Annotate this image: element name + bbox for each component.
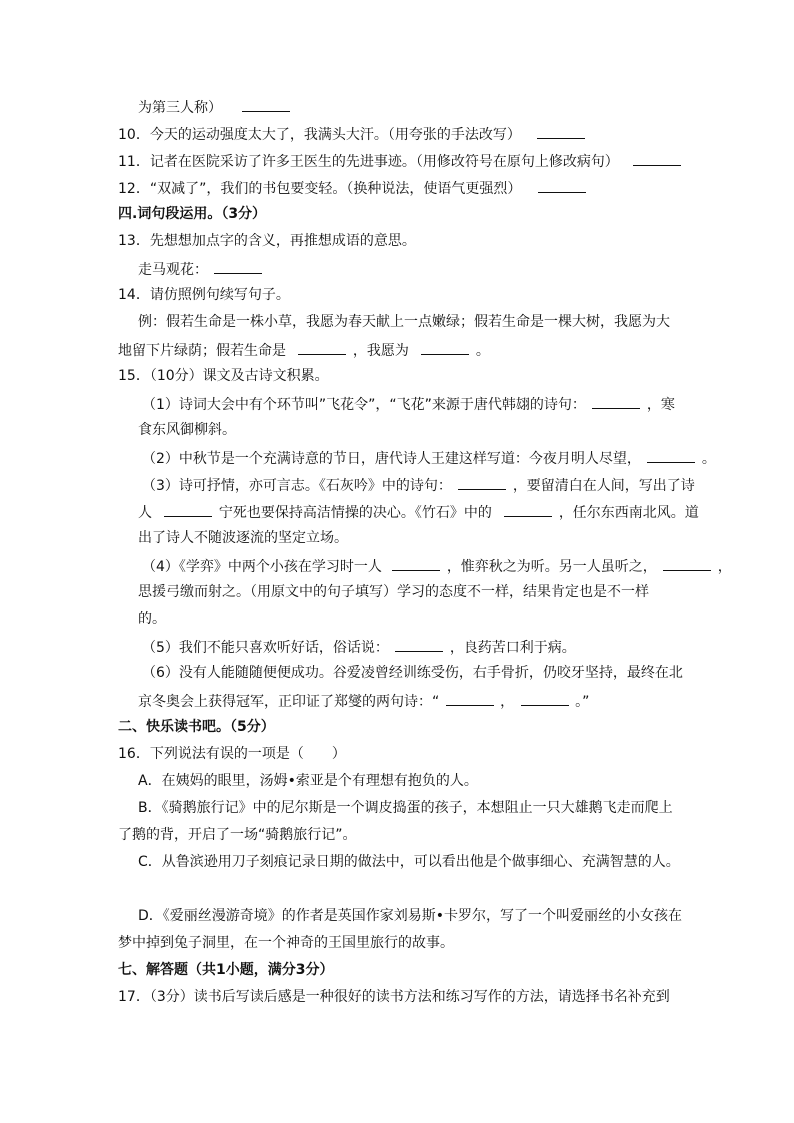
q15-4-text-c: ， bbox=[717, 559, 732, 575]
answer-blank[interactable] bbox=[298, 339, 346, 355]
q15-4-line3: 的。 bbox=[138, 611, 166, 627]
q15-6-line2 bbox=[138, 690, 589, 712]
q16-option-b-line1[interactable]: B．《骑鹅旅行记》中的尼尔斯是一个调皮捣蛋的孩子，本想阻止一只大雄鹅飞走而爬上 bbox=[138, 800, 673, 816]
question-17: 17．（3分）读书后写读后感是一种很好的读书方法和练习写作的方法，请选择书名补充到 bbox=[118, 989, 670, 1005]
q15-3-text-a: （3）诗可抒情，亦可言志。《石灰吟》中的诗句： bbox=[142, 478, 452, 494]
q15-1-line2: 食东风御柳斜。 bbox=[138, 422, 236, 438]
answer-blank[interactable] bbox=[458, 474, 506, 490]
answer-blank[interactable] bbox=[395, 636, 443, 652]
section-4-heading: 四.词句段运用。（3分） bbox=[118, 206, 267, 222]
answer-blank[interactable] bbox=[537, 123, 585, 139]
q14-text-a: 地留下片绿荫；假若生命是 bbox=[118, 343, 286, 359]
answer-blank[interactable] bbox=[647, 447, 695, 463]
answer-blank[interactable] bbox=[538, 177, 586, 193]
q15-3-text-e: ，任尔东西南北风。道 bbox=[558, 505, 699, 521]
q16-option-a[interactable]: A．在姨妈的眼里，汤姆•索亚是个有理想有抱负的人。 bbox=[138, 773, 478, 789]
answer-blank[interactable] bbox=[663, 555, 711, 571]
q10-text: 10．今天的运动强度太大了，我满头大汗。（用夸张的手法改写） bbox=[118, 127, 521, 143]
answer-blank[interactable] bbox=[446, 690, 494, 706]
q9-tail-line bbox=[138, 96, 292, 118]
answer-blank[interactable] bbox=[242, 96, 290, 112]
q15-5 bbox=[142, 636, 576, 658]
q11-text: 11．记者在医院采访了许多王医生的先进事迹。（用修改符号在原句上修改病句） bbox=[118, 154, 619, 170]
q15-3-line2 bbox=[138, 501, 699, 523]
q15-5-text-b: ，良药苦口利于病。 bbox=[449, 640, 576, 656]
q15-5-text-a: （5）我们不能只喜欢听好话，俗话说： bbox=[142, 640, 389, 656]
q16-option-d-line1[interactable]: D．《爱丽丝漫游奇境》的作者是英国作家刘易斯•卡罗尔，写了一个叫爱丽丝的小女孩在 bbox=[138, 908, 683, 924]
q14-example-line2 bbox=[118, 339, 490, 361]
section-7-heading: 七、解答题（共1小题，满分3分） bbox=[118, 962, 334, 978]
answer-blank[interactable] bbox=[421, 339, 469, 355]
q9-tail-text: 为第三人称） bbox=[138, 100, 222, 116]
q15-4-text-b: ，惟弈秋之为听。另一人虽听之， bbox=[446, 559, 657, 575]
q15-6-text-a: 京冬奥会上获得冠军，正印证了郑燮的两句诗：“ bbox=[138, 694, 440, 710]
q15-6-text-c: 。” bbox=[575, 694, 590, 710]
answer-blank[interactable] bbox=[214, 258, 262, 274]
answer-blank[interactable] bbox=[392, 555, 440, 571]
q14-text-c: 。 bbox=[475, 343, 490, 359]
q15-6-text-b: ， bbox=[500, 694, 515, 710]
answer-blank[interactable] bbox=[633, 150, 681, 166]
q15-1-line1 bbox=[142, 393, 675, 415]
q15-1-text-b: ，寒 bbox=[646, 397, 675, 413]
answer-blank[interactable] bbox=[504, 501, 552, 517]
q16-option-c[interactable]: C．从鲁滨逊用刀子刻痕记录日期的做法中，可以看出他是个做事细心、充满智慧的人。 bbox=[138, 854, 680, 870]
q15-3-text-d: 宁死也要保持高洁情操的决心。《竹石》中的 bbox=[218, 505, 492, 521]
q15-6-line1: （6）没有人能随随便便成功。谷爱凌曾经训练受伤，右手骨折，仍咬牙坚持，最终在北 bbox=[142, 665, 683, 681]
q15-1-text-a: （1）诗词大会中有个环节叫”飞花令”，“飞花”来源于唐代韩翃的诗句： bbox=[142, 397, 586, 413]
question-12 bbox=[118, 177, 588, 199]
q15-3-line1 bbox=[142, 474, 695, 496]
question-14: 14．请仿照例句续写句子。 bbox=[118, 287, 290, 303]
q15-4-text-a: （4）《学弈》中两个小孩在学习时一人 bbox=[142, 559, 382, 575]
question-16: 16．下列说法有误的一项是（ ） bbox=[118, 746, 346, 762]
q15-4-line1 bbox=[142, 555, 732, 577]
q13-item-label: 走马观花： bbox=[138, 262, 208, 278]
answer-blank[interactable] bbox=[521, 690, 569, 706]
question-11 bbox=[118, 150, 683, 172]
q15-3-text-b: ，要留清白在人间，写出了诗 bbox=[512, 478, 695, 494]
q14-example-line1: 例：假若生命是一株小草，我愿为春天献上一点嫩绿；假若生命是一棵大树，我愿为大 bbox=[138, 314, 670, 330]
section-reading-heading: 二、快乐读书吧。（5分） bbox=[118, 719, 275, 735]
question-10 bbox=[118, 123, 587, 145]
q12-text: 12．“双减了”，我们的书包要变轻。（换种说法，使语气更强烈） bbox=[118, 181, 522, 197]
question-13: 13．先想想加点字的含义，再推想成语的意思。 bbox=[118, 233, 416, 249]
q15-4-line2: 思援弓缴而射之。（用原文中的句子填写）学习的态度不一样，结果肯定也是不一样 bbox=[138, 584, 649, 600]
q16-option-b-line2: 了鹅的背，开启了一场“骑鹅旅行记”。 bbox=[118, 827, 357, 843]
answer-blank[interactable] bbox=[164, 501, 212, 517]
q15-2-text-a: （2）中秋节是一个充满诗意的节日，唐代诗人王建这样写道：今夜月明人尽望， bbox=[142, 451, 641, 467]
q14-text-b: ，我愿为 bbox=[352, 343, 409, 359]
q16-option-d-line2: 梦中掉到兔子洞里，在一个神奇的王国里旅行的故事。 bbox=[118, 935, 454, 951]
q15-2-text-b: 。 bbox=[701, 451, 716, 467]
q15-2 bbox=[142, 447, 716, 469]
question-15: 15．（10分）课文及古诗文积累。 bbox=[118, 368, 329, 384]
q15-3-text-c: 人 bbox=[138, 505, 152, 521]
q13-item bbox=[138, 258, 264, 280]
answer-blank[interactable] bbox=[592, 393, 640, 409]
q15-3-line3: 出了诗人不随波逐流的坚定立场。 bbox=[138, 530, 348, 546]
